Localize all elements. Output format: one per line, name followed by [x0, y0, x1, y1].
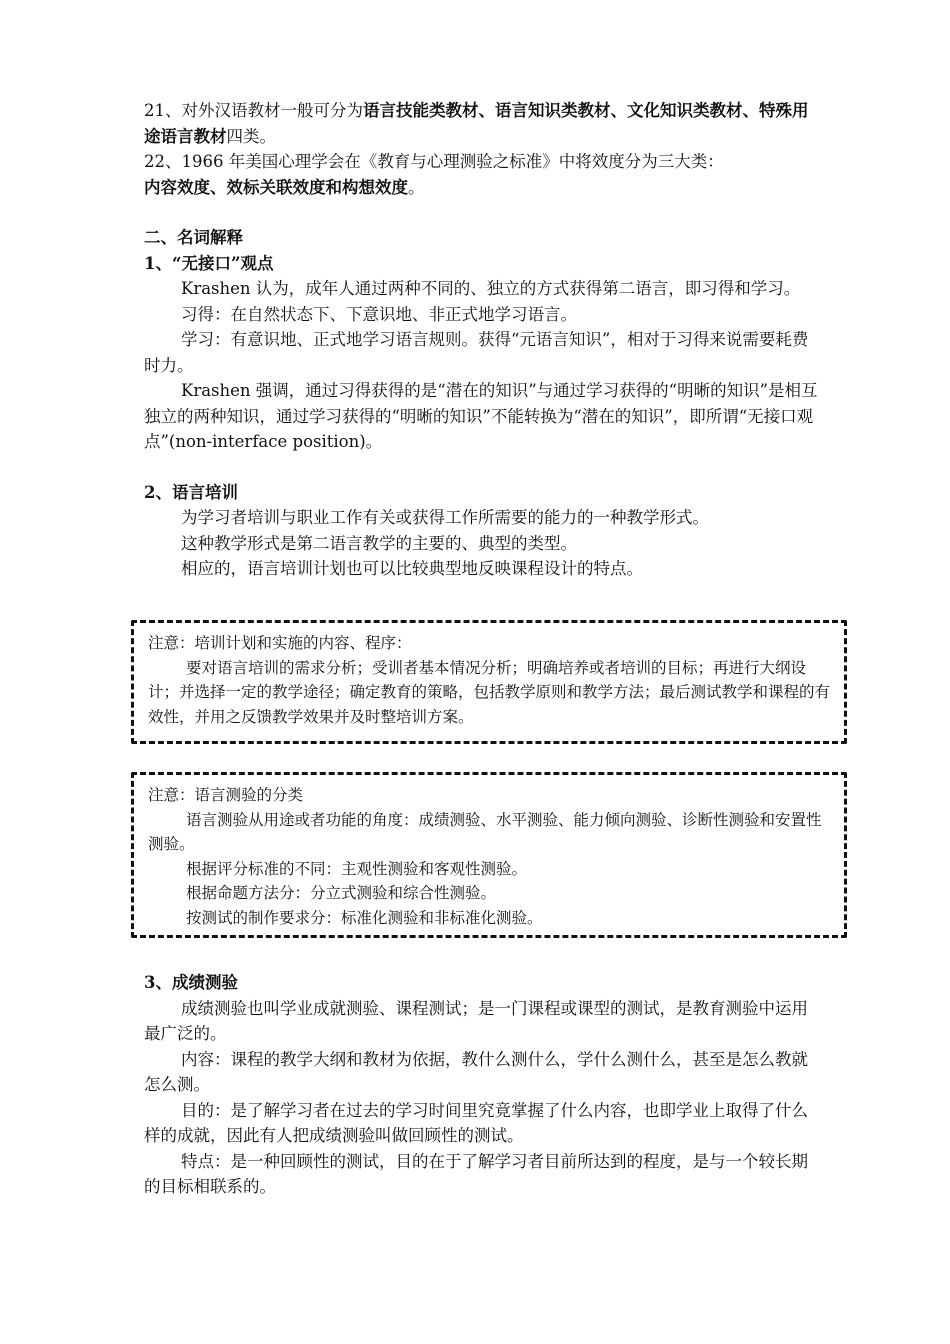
note-1-title: 注意：培训计划和实施的内容、程序： — [148, 634, 412, 652]
term-2-para-2: 这种教学形式是第二语言教学的主要的、典型的类型。 — [181, 533, 577, 553]
term-2-heading: 2、语言培训 — [144, 482, 238, 502]
note-1-body: 要对语言培训的需求分析；受训者基本情况分析；明确培养或者培训的目标；再进行大纲设计；并选择一定的教学途径；确定教育的策略，包括教学原则和教学方法；最后测试教学和课程的有效性，并用之反馈教学效果并及时整培训方案。 — [148, 658, 831, 726]
term-3-para-1: 成绩测验也叫学业成就测验、课程测试；是一门课程或课型的测试，是教育测验中运用最广泛的。 — [144, 998, 808, 1043]
note-2-line-4: 按测试的制作要求分：标准化测验和非标准化测验。 — [186, 908, 543, 927]
term-1-para-4: Krashen 强调，通过习得获得的是“潜在的知识”与通过学习获得的“明晰的知识”是相互独立的两种知识，通过学习获得的“明晰的知识”不能转换为“潜在的知识”，即所谓“无接口观点”(non-interface position)。 — [144, 381, 818, 451]
term-3-heading: 3、成绩测验 — [144, 973, 238, 992]
term-1-para-2: 习得：在自然状态下、下意识地、非正式地学习语言。 — [181, 304, 577, 324]
section-2-title: 二、名词解释 — [144, 228, 243, 247]
term-2-para-3: 相应的，语言培训计划也可以比较典型地反映课程设计的特点。 — [181, 559, 643, 578]
term-2-para-1: 为学习者培训与职业工作有关或获得工作所需要的能力的一种教学形式。 — [181, 508, 709, 527]
document-page — [144, 98, 824, 582]
term-1-para-3: 学习：有意识地、正式地学习语言规则。获得“元语言知识”，相对于习得来说需要耗费时力。 — [144, 330, 809, 375]
note-2-title: 注意：语言测验的分类 — [148, 786, 304, 804]
item-21 — [144, 98, 824, 149]
note-2-line-2: 根据评分标准的不同：主观性测验和客观性测验。 — [186, 859, 528, 878]
item-22-bold: 内容效度、效标关联效度和构想效度 — [144, 177, 408, 197]
term-1-heading: 1、“无接口”观点 — [144, 253, 274, 273]
note-box-test-types — [131, 772, 847, 938]
item-21-prefix: 21、对外汉语教材一般可分为 — [144, 101, 363, 120]
item-21-bold: 语言技能类教材、语言知识类教材、文化知识类教材、特殊用途语言教材 — [144, 101, 809, 146]
term-3-section — [144, 970, 824, 1200]
term-1-para-1: Krashen 认为，成年人通过两种不同的、独立的方式获得第二语言，即习得和学习。 — [181, 279, 801, 298]
item-22 — [144, 149, 824, 200]
note-2-line-3: 根据命题方法分：分立式测验和综合性测验。 — [186, 884, 497, 902]
item-21-suffix: 四类。 — [226, 126, 276, 146]
term-3-para-3: 目的：是了解学习者在过去的学习时间里究竟掌握了什么内容，也即学业上取得了什么样的成就，因此有人把成绩测验叫做回顾性的测试。 — [144, 1100, 808, 1145]
term-3-para-2: 内容：课程的教学大纲和教材为依据，教什么测什么，学什么测什么，甚至是怎么教就怎么测。 — [144, 1049, 808, 1094]
note-2-line-1: 语言测验从用途或者功能的角度：成绩测验、水平测验、能力倾向测验、诊断性测验和安置性测验。 — [148, 810, 822, 853]
term-3-para-4: 特点：是一种回顾性的测试，目的在于了解学习者目前所达到的程度，是与一个较长期的目标相联系的。 — [144, 1151, 808, 1196]
item-22-suffix: 。 — [408, 177, 425, 197]
note-box-training — [131, 620, 847, 744]
item-22-line1: 22、1966 年美国心理学会在《教育与心理测验之标准》中将效度分为三大类： — [144, 152, 724, 171]
